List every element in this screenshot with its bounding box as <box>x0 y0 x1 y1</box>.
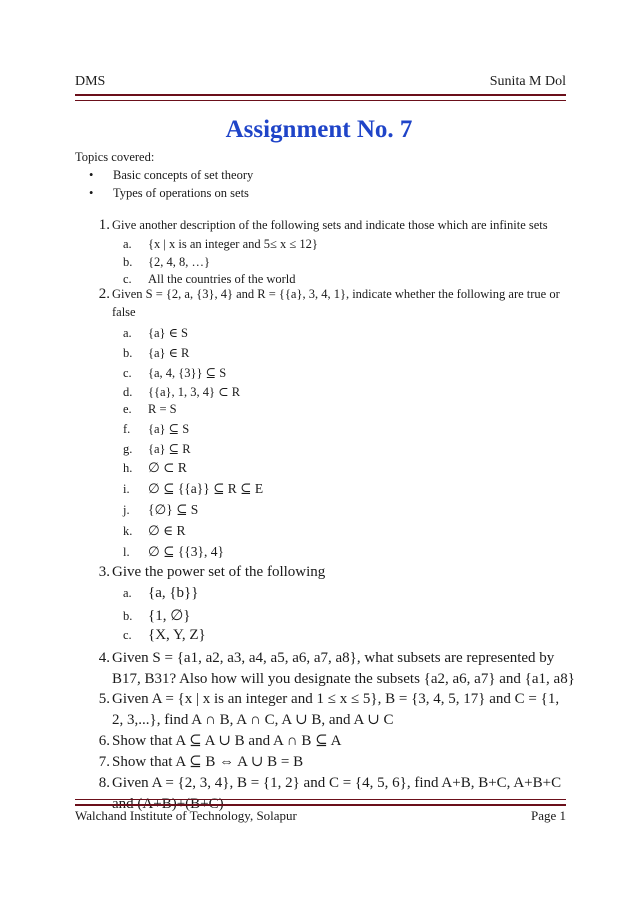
list-item: b. {1, ∅} <box>123 608 191 624</box>
footer-left: Walchand Institute of Technology, Solapur <box>75 808 297 823</box>
header-rule <box>75 94 566 101</box>
question-4: 4. Given S = {a1, a2, a3, a4, a5, a6, a7, a8}, what subsets are represented by B17, B31? Also how will you designate the subsets {a2, a6, a7} and {a1, a8} <box>98 650 575 687</box>
list-item: l. ∅ ⊆ {{3}, 4} <box>123 544 224 559</box>
topics-section <box>75 148 253 202</box>
list-item: d. {{a}, 1, 3, 4} ⊂ R <box>123 385 241 399</box>
list-item: g. {a} ⊆ R <box>123 442 191 456</box>
list-item: b. {a} ∈ R <box>123 346 190 360</box>
list-item: i. ∅ ⊆ {{a}} ⊆ R ⊆ E <box>123 481 264 496</box>
list-item: e. R = S <box>123 402 177 416</box>
list-item: a. {a} ∈ S <box>123 326 189 340</box>
list-item: c. All the countries of the world <box>123 272 296 286</box>
header-right: Sunita M Dol <box>489 74 566 89</box>
list-item: j. {∅} ⊆ S <box>123 502 199 517</box>
header-left: DMS <box>75 74 106 89</box>
list-item: h. ∅ ⊂ R <box>123 460 187 475</box>
question-3: 3. Give the power set of the following <box>98 564 326 580</box>
question-8: 8. Given A = {2, 3, 4}, B = {1, 2} and C = {4, 5, 6}, find A+B, B+C, A+B+C and (A+B)+(B+C) <box>98 775 562 812</box>
list-item: c. {X, Y, Z} <box>123 627 206 643</box>
list-item: b. {2, 4, 8, …} <box>123 255 210 269</box>
list-item: a. {x | x is an integer and 5≤ x ≤ 12} <box>123 237 318 251</box>
list-item: f. {a} ⊆ S <box>123 422 190 436</box>
question-7: 7. Show that A ⊆ B ⇔ A ∪ B = B <box>98 754 304 770</box>
question-5: 5. Given A = {x | x is an integer and 1 ≤ x ≤ 5}, B = {3, 4, 5, 17} and C = {1, 2, 3,...}, find A ∩ B, A ∩ C, A ∪ B, and A ∪ C <box>98 691 560 728</box>
topic-item: • Basic concepts of set theory <box>89 168 254 182</box>
footer-rule <box>75 799 566 806</box>
page-title: Assignment No. 7 <box>225 116 413 143</box>
list-item: c. {a, 4, {3}} ⊆ S <box>123 366 227 380</box>
question-6: 6. Show that A ⊆ A ∪ B and A ∩ B ⊆ A <box>98 733 342 749</box>
list-item: k. ∅ ∈ R <box>123 523 186 538</box>
topic-item: • Types of operations on sets <box>89 186 249 200</box>
question-2: 2. Given S = {2, a, {3}, 4} and R = {{a}, 3, 4, 1}, indicate whether the following are true or false <box>98 286 560 319</box>
page-header <box>75 74 566 94</box>
question-1: 1. Give another description of the following sets and indicate those which are infinite sets <box>98 217 548 233</box>
list-item: a. {a, {b}} <box>123 585 199 601</box>
topics-label: Topics covered: <box>75 150 155 164</box>
footer-right: Page 1 <box>530 808 566 823</box>
